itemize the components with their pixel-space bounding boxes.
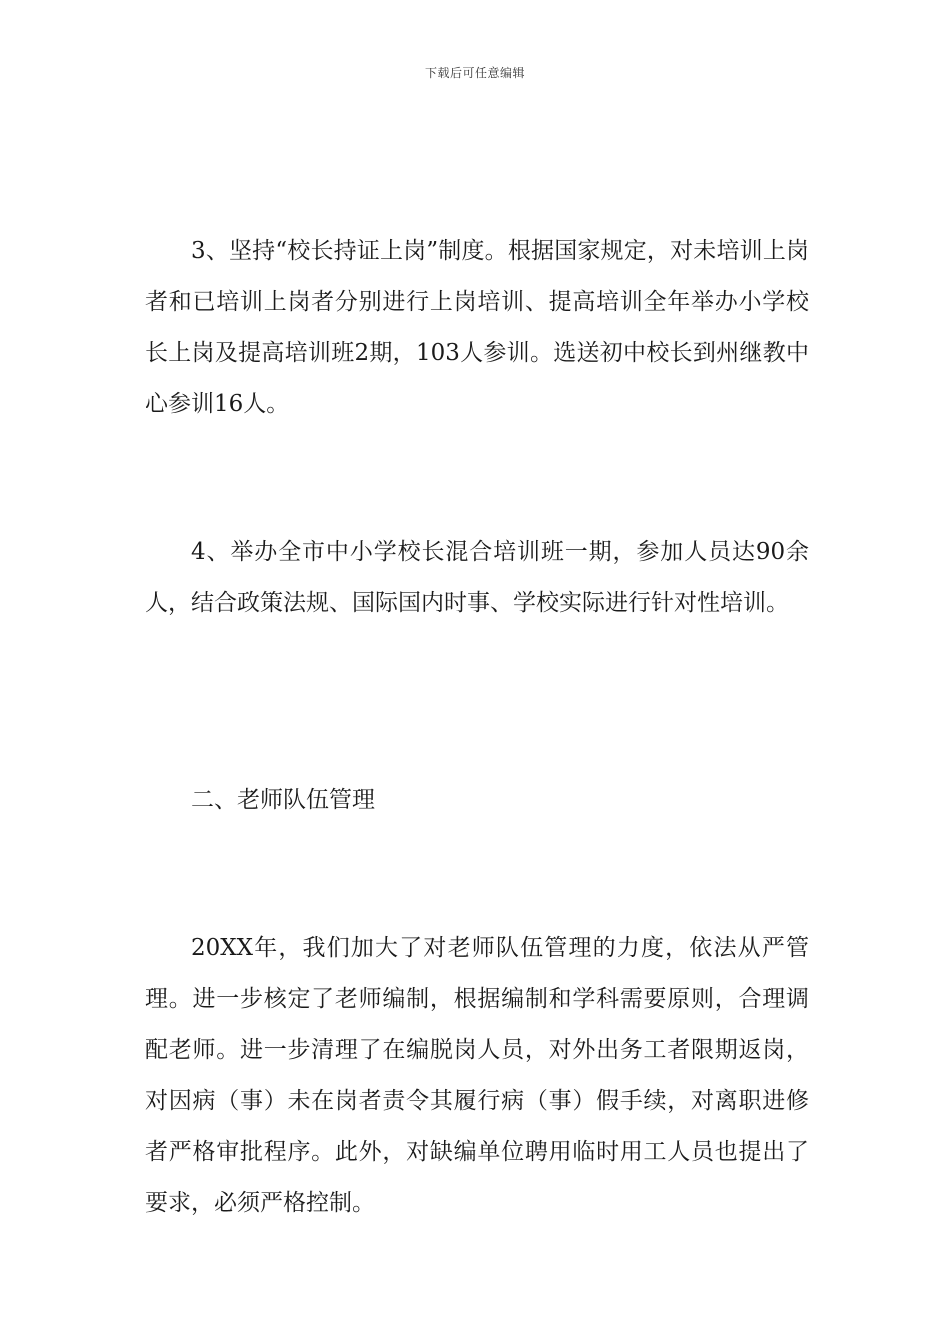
paragraph-principal-certification: 3、坚持“校长持证上岗”制度。根据国家规定，对未培训上岗者和已培训上岗者分别进行上岗培训、提高培训全年举办小学校长上岗及提高培训班2期，103人参训。选送初中校长到州继教中心参训16人。 — [145, 238, 809, 417]
paragraph-mixed-training: 4、举办全市中小学校长混合培训班一期，参加人员达90余人，结合政策法规、国际国内时事、学校实际进行针对性培训。 — [145, 539, 809, 616]
section-heading-teacher-management: 二、老师队伍管理 — [191, 787, 375, 813]
paragraph-teacher-management: 20XX年，我们加大了对老师队伍管理的力度，依法从严管理。进一步核定了老师编制，根据编制和学科需要原则，合理调配老师。进一步清理了在编脱岗人员，对外出务工者限期返岗，对因病（事）未在岗者责令其履行病（事）假手续，对离职进修者严格审批程序。此外，对缺编单位聘用临时用工人员也提出了要求，必须严格控制。 — [145, 935, 809, 1216]
page-header-note: 下载后可任意编辑 — [424, 66, 525, 80]
